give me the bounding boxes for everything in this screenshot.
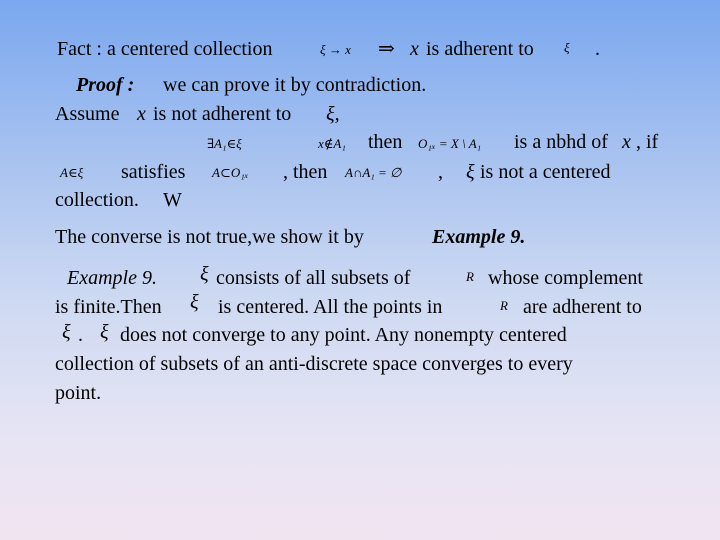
- fact-rest: is adherent to: [426, 38, 534, 60]
- proof-text: we can prove it by contradiction.: [163, 74, 427, 96]
- example-xi: ξ: [200, 263, 209, 285]
- fact-label: Fact : a centered collection: [57, 38, 273, 60]
- collection-text: collection.: [55, 189, 139, 211]
- if-text: , if: [636, 131, 659, 153]
- exists-formula: ∃A₁∈ξ: [207, 136, 242, 151]
- example-text1: consists of all subsets of: [216, 267, 411, 289]
- then-text: , then: [283, 161, 328, 183]
- fact-period: .: [595, 38, 600, 60]
- nbhd-text: is a nbhd of: [514, 131, 608, 153]
- not-in-formula: x∉A₁: [318, 136, 346, 151]
- example-r: R: [466, 269, 474, 284]
- fact-xi: ξ: [564, 40, 570, 55]
- example-line2a: is finite.Then: [55, 296, 162, 318]
- implies-symbol: ⇒: [378, 38, 395, 60]
- example-line2b: is centered. All the points in: [218, 296, 443, 318]
- assume-text: Assume: [55, 103, 120, 125]
- example-text2: whose complement: [488, 267, 643, 289]
- comma: ,: [438, 161, 443, 183]
- a-in-xi-formula: A∈ξ: [60, 165, 84, 180]
- example-label: Example 9.: [67, 267, 157, 289]
- example-line2c: are adherent to: [523, 296, 642, 318]
- example-line3-xi: ξ: [62, 321, 71, 343]
- subset-formula: A⊂O₁ₓ: [212, 165, 249, 180]
- assume-rest: is not adherent to: [153, 103, 292, 125]
- assume-x: x: [137, 103, 146, 125]
- nbhd-x: x: [622, 131, 631, 153]
- example-line2-r: R: [500, 298, 508, 313]
- example-line3-xi2: ξ: [100, 321, 109, 343]
- assume-xi: ξ,: [326, 103, 340, 125]
- neighborhood-formula: O₁ₓ = X \ A₁: [418, 136, 482, 151]
- intersection-formula: A∩A₁ = ∅: [345, 165, 402, 180]
- example-line5: point.: [55, 382, 102, 404]
- not-centered-text: is not a centered: [480, 161, 611, 183]
- fact-x: x: [410, 38, 419, 60]
- satisfies-text: satisfies: [121, 161, 186, 183]
- example-line3a: .: [78, 324, 83, 346]
- stray-glyph: W: [163, 189, 182, 211]
- example-line3b: does not converge to any point. Any nonempty centered: [120, 324, 567, 346]
- converse-text: The converse is not true,we show it by: [55, 226, 364, 248]
- example-line2-xi: ξ: [190, 291, 199, 313]
- converse-ref: Example 9.: [432, 226, 526, 248]
- example-line4: collection of subsets of an anti-discrete space converges to every: [55, 353, 573, 375]
- convergence-formula: ξ → x: [320, 42, 351, 57]
- line5-xi: ξ: [466, 161, 475, 183]
- then-word: then: [368, 131, 403, 153]
- proof-label: Proof :: [76, 74, 135, 96]
